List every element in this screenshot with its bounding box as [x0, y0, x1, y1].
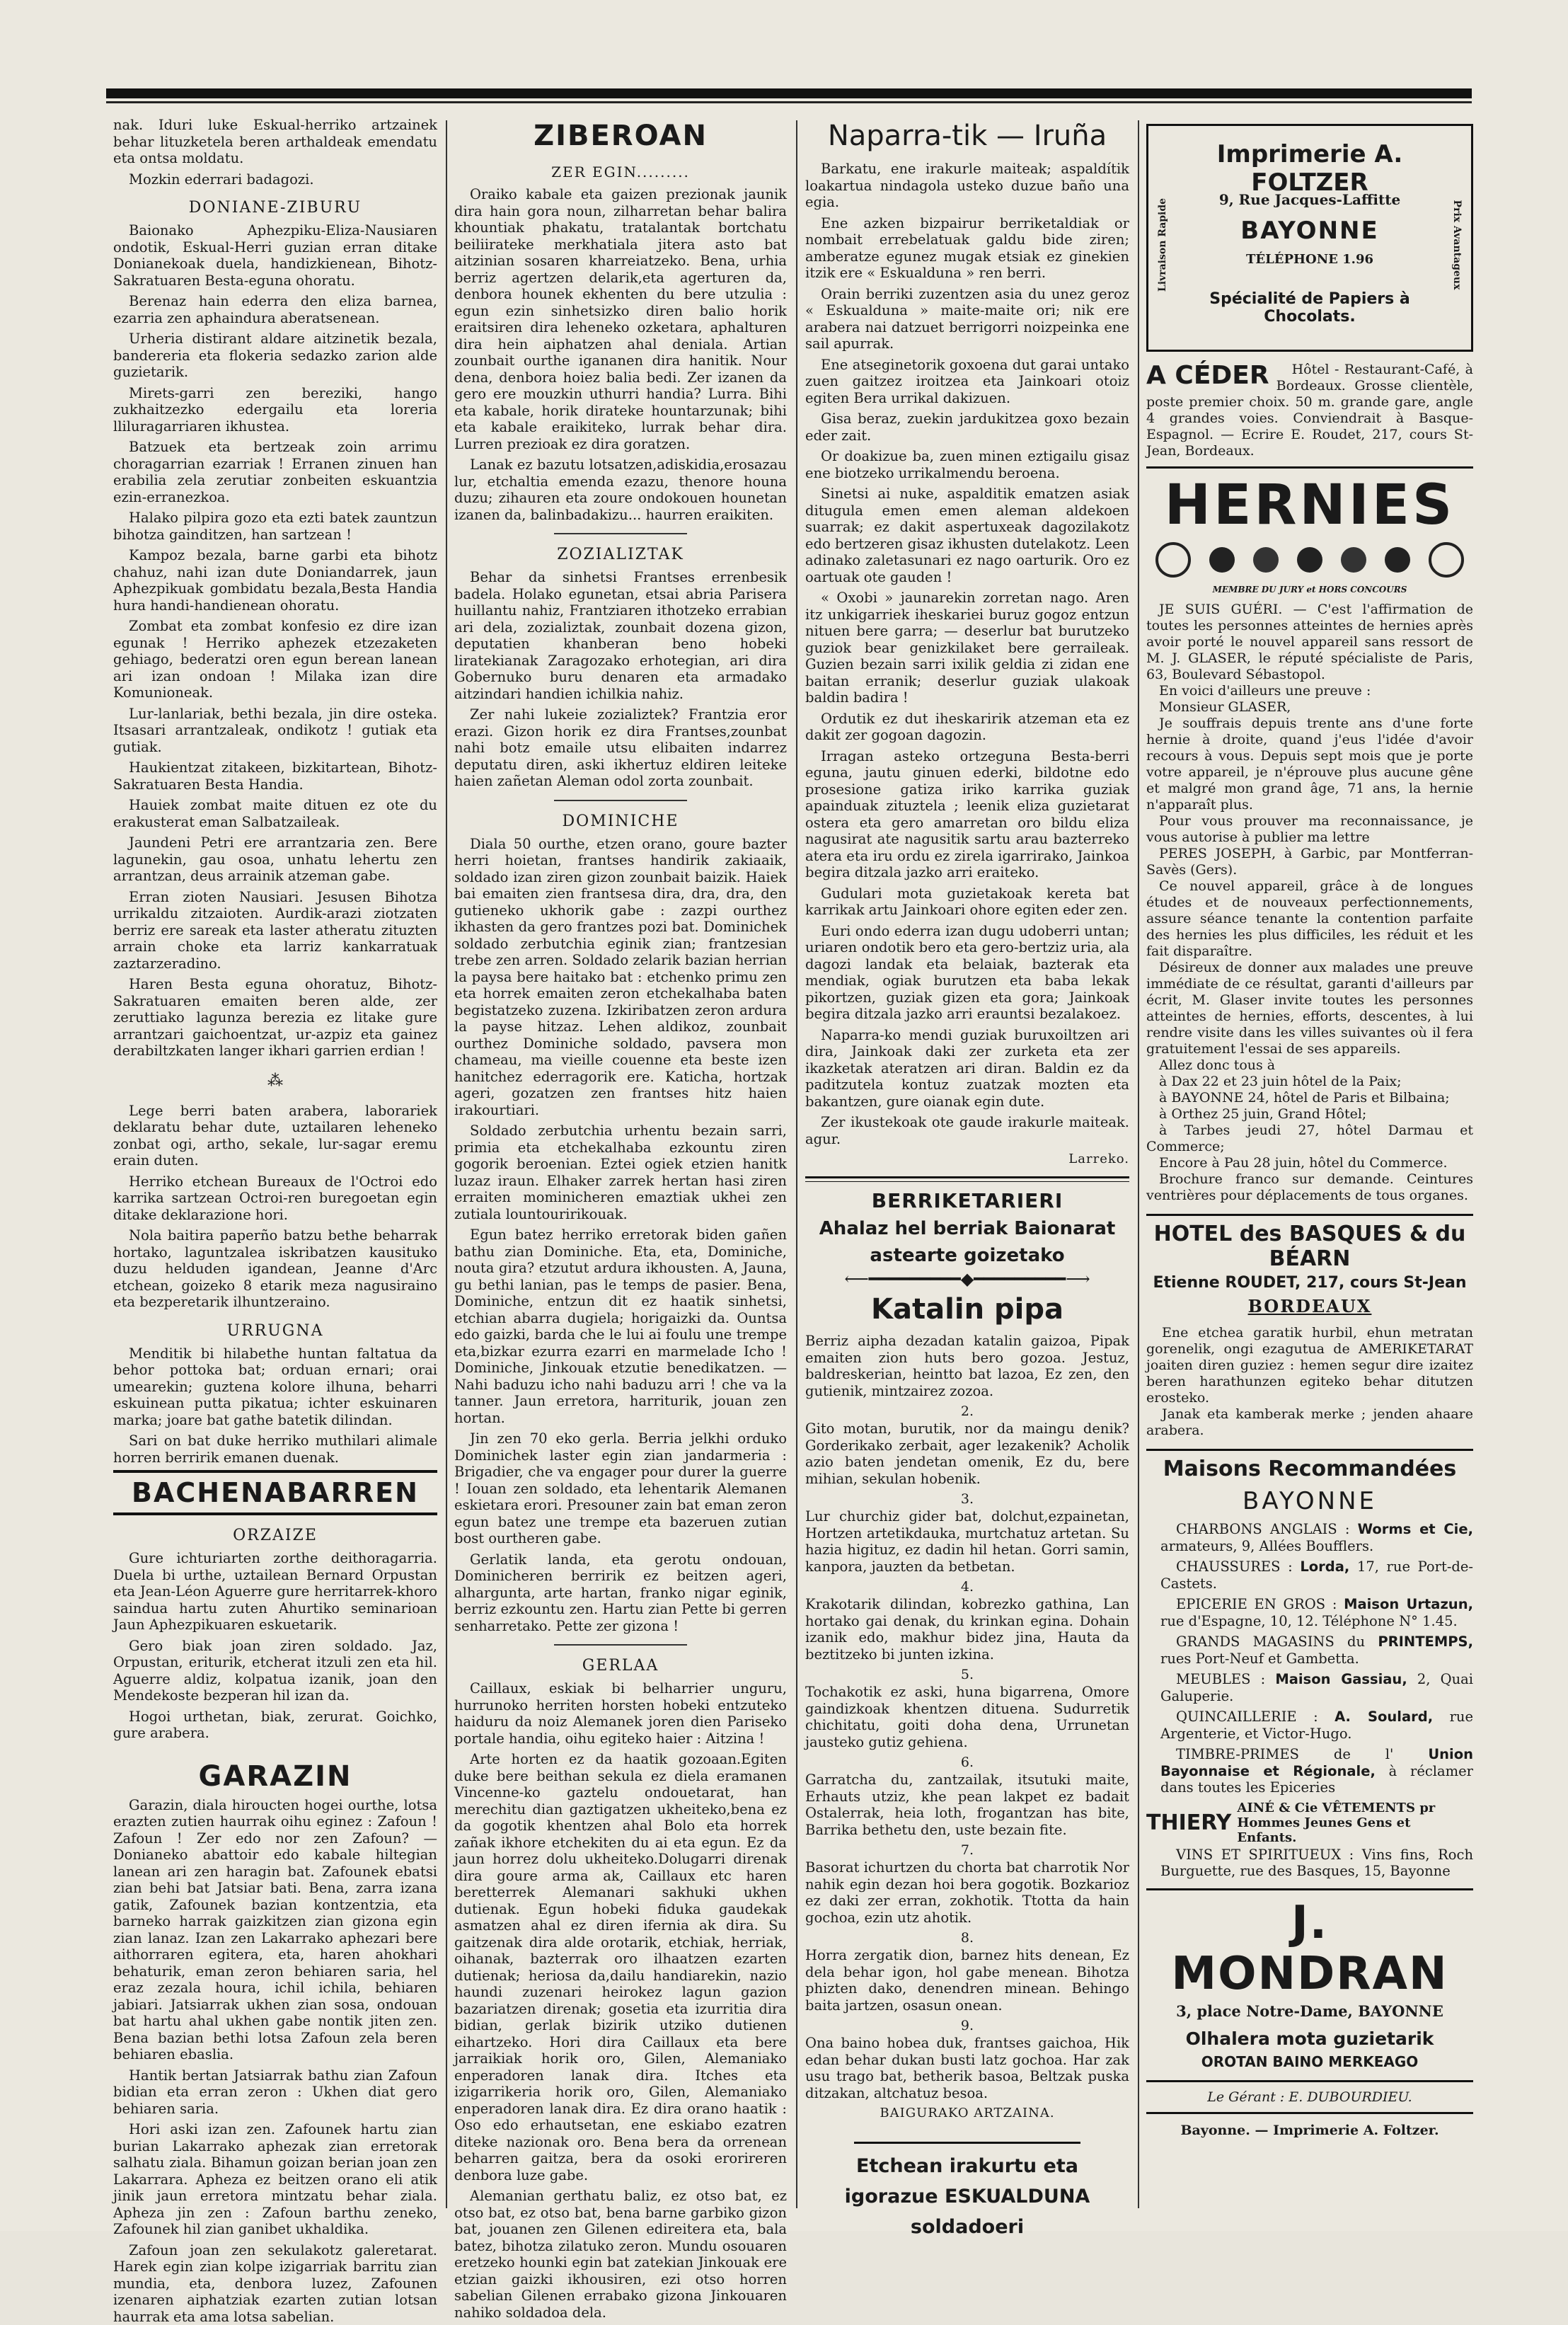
hotel-title: HOTEL des BASQUES & du BÉARN [1146, 1222, 1473, 1271]
paragraph: Sinetsi ai nuke, aspalditik ematzen asiak ditugula emen emen aleman aldekoen suarrak; ez dakit aspertuxeak dagozilakotz edo bertzeren gisaz ikhusten dutelakotz. Leen adinako zaletasunari ez nago oarturik. Oro ez oartuak ote gauden ! [805, 486, 1129, 585]
garazin-article [113, 1797, 437, 2325]
dominiche-article [454, 836, 787, 1635]
shop-category: TIMBRE-PRIMES de l' [1176, 1746, 1393, 1762]
shop-entry [1146, 1746, 1473, 1796]
verse-text: Basorat ichurtzen du chorta bat charrotik Nor nahik egin dezan hoi bera gogotik. Bozkarioz ez daki zer erran, zokhotik. Ttotta da hain gochoa, ezin utz ahotik. [805, 1859, 1129, 1926]
shop-detail: armateurs, 9, Allées Boufflers. [1160, 1538, 1373, 1554]
section-title-doniane: DONIANE-ZIBURU [113, 199, 437, 217]
column-2 [454, 117, 787, 2212]
paragraph: Arte horten ez da haatik gozoaan.Egiten duke bere beithan sekula ez diela eramanen Vincenne-ko gaztelu ondouetarat, han merechitu dian gaztigatzen ukheiteko,bena ez da gogotik khentzen ahal Bolo eta horrek zañak ikhore etchekiten du ai eta egun. Ez da jaun horrez dolu ukheiteko.Dolugarri direnak dira goure arma ak, Caillaux etc haren beretterrek Alemanari sakhuki ukhen dutienak. Egun hobeki fiduka gaudekak asmatzen ahal ez diren ifernia ak dira. Su gaitzenak dira alde orotarik, etchiak, herriak, oihanak, bazterrak oro ilhaatzen ezarten dutienak; heriosa da,dailu handiarekin, nazio haundi zuzenari heirokez lagun gazion bazariatzen direnak; gosetia eta izurritia dira bidian, gerlak bizirik utziko dutienen eihartzeko. Hori dira Caillaux eta bere jarraikiak horik oro, Gilen, Alemaniako enperadoren lanak dira. Itches eta izigarrikeria horik oro, Gilen, Alemaniako enperadoren lanak dira. Ez dira orano haatik : Oso edo erhautsetan, ene eskiabo ezatren diteke nazionak oro. Bena bera da orrenean beharren gaitza, bera da osoki erorireren denbora luze gabe. [454, 1751, 787, 2183]
paragraph: Lege berri baten arabera, laborariek deklaratu behar dute, uztailaren leheneko zonbat ogi, artho, sekale, lur-sagar eremu erain duten. [113, 1103, 437, 1169]
ad-mondran [1146, 1898, 1473, 2070]
section-title-katalin-pipa: Katalin pipa [805, 1293, 1129, 1326]
paragraph: Ene azken bizpairur berriketaldiak or nombait errebelatuak galdu bide ziren; amberatze egunez mugak etsiak ez ginekien itzik ere « Eskualduna » ren berri. [805, 215, 1129, 282]
section-title-zozializtak: ZOZIALIZTAK [454, 546, 787, 563]
divider [1146, 1449, 1473, 1451]
paragraph: PERES JOSEPH, à Garbic, par Montferran-Savès (Gers). [1146, 846, 1473, 878]
column-4-advertisements [1146, 117, 1473, 2212]
paragraph: Pour vous prouver ma reconnaissance, je vous autorise à publier ma lettre [1146, 813, 1473, 846]
paragraph: Ce nouvel appareil, grâce à de longues études et de nouveaux perfectionnements, assure séance tenante la contention parfaite des hernies les plus difficiles, les réduit et les fait disparaître. [1146, 878, 1473, 960]
ad-a-ceder [1146, 362, 1473, 459]
paragraph: Hori aski izan zen. Zafounek hartu zian burian Lakarrako aphezak zian erretorak salhatu ziala. Bihamun goizan berian joan zen Lakarrara. Apheza ez beitzen orano eli atik jinik jaun erretora mintzatu behar ziala. Apheza jin zen : Zafoun barthu zeneko, Zafounek hil zian ganibet ukhaldika. [113, 2121, 437, 2238]
paragraph: Jaundeni Petri ere arrantzaria zen. Bere lagunekin, gau osoa, unhatu lehertu zen arrantzan, deus arrainik atzeman gabe. [113, 834, 437, 885]
section-title-orzaize: ORZAIZE [113, 1527, 437, 1544]
divider [554, 533, 687, 534]
doniane-article [113, 222, 437, 1060]
verse-number: 7. [805, 1842, 1129, 1858]
poem-signature: BAIGURAKO ARTZAINA. [805, 2106, 1129, 2120]
foltzer-city: BAYONNE [1191, 217, 1429, 245]
foltzer-phone: TÉLÉPHONE 1.96 [1191, 252, 1429, 267]
paragraph: Soldado zerbutchia urhentu bezain sarri, primia eta etchekalhaba ezkountu ziren gogorik beroenian. Eztei ogiek etzien hanitk luzaz iraun. Elhaker zarrek hertan hasi ziren erraiten mominicheren emaztiak ukhei zen zutiala lountouririkouak. [454, 1123, 787, 1222]
shop-entry [1146, 1596, 1473, 1629]
paragraph: Egun batez herriko erretorak biden gañen bathu zian Dominiche. Eta, eta, Dominiche, nouta gira? etzutut ardura ikhousten. A, Jauna, gu bethi lanian, pas le temps de pasier. Bena, Dominiche, entzun dit ez haatik sinhetsi, etchian abarra dugiela; horigaizki da. Ountsa edo gaizki, barda che le lui ai foulu une trempe eta,bizkar ezurra ezarri en marmelade Icho ! Dominiche, Jinkouak etzutie benedikatzen. — Nahi baduzu icho nahi baduzu arri ! che va la tanner. Jaun erretora, harriturik, jouan zen hortan. [454, 1227, 787, 1426]
section-title-urrugna: URRUGNA [113, 1322, 437, 1340]
medal-icon [1297, 547, 1322, 573]
paragraph: Gero biak joan ziren soldado. Jaz, Orpustan, eriturik, etcherat itzuli zen eta hil. Aguerre aldiz, kolpatua izanik, joan den Mendekoste bezperan hil izan da. [113, 1638, 437, 1704]
paragraph: Ordutik ez dut iheskaririk atzeman eta ez dakit zer gogoan dagozin. [805, 711, 1129, 744]
paragraph: Je souffrais depuis trente ans d'une forte hernie à droite, quand j'eus l'idée d'avoir recours à vous. Depuis sept mois que je porte votre appareil, je n'éprouve plus aucune gêne et malgré mon grand âge, 71 ans, la hernie n'apparaît plus. [1146, 716, 1473, 813]
paragraph: Sari on bat duke herriko muthilari alimale horren berririk emanen duenak. [113, 1433, 437, 1466]
paragraph: Haren Besta eguna ohoratuz, Bihotz-Sakratuaren emaiten beren alde, zer zeruttiako lagunza berezia ez litake gure arrantzari gaichoentzat, ur-azpiz eta gainez derabiltzkaten langer ikhari garrien erdian ! [113, 976, 437, 1060]
paragraph: Zafoun joan zen sekulakotz galeretarat. Harek egin zian kolpe izigarriak barritu zian mundia, eta, denbora luzez, Zafounen izenaren aiphatziak ezarten zutian lotsan haurrak eta ama lotsa sabelian. [113, 2242, 437, 2325]
paragraph: Ene atseginetorik goxoena dut garai untako zuen gaitzez iroitzea eta Jainkoari otoiz egiten Bera urrikal dakizuen. [805, 357, 1129, 407]
paragraph: Encore à Pau 28 juin, hôtel du Commerce. [1146, 1155, 1473, 1171]
maisons-list [1146, 1521, 1473, 1796]
section-title-dominiche: DOMINICHE [454, 813, 787, 830]
berriketarieri-notice: BERRIKETARIERI Ahalaz hel berriak Baionarat astearte goizetako [805, 1189, 1129, 1266]
paragraph: Gisa beraz, zuekin jardukitzea goxo bezain eder zait. [805, 411, 1129, 444]
zer-egin-article [454, 186, 787, 523]
column-separator [796, 120, 797, 2208]
medals-row [1146, 535, 1473, 585]
paragraph: Hauiek zombat maite dituen ez ote du erakusterat eman Salbatzaileak. [113, 797, 437, 830]
paragraph: Urheria distirant aldare aitzinetik bezala, bandereria eta flokeria sedazko zarion alde guzietarik. [113, 331, 437, 381]
verse-text: Gito motan, burutik, nor da maingu denik? Gorderikako zerbait, ager lezakenik? Acholik azio baten jendetan omenik, Ez du, bere mihian, sekulan hobenik. [805, 1420, 1129, 1487]
medal-icon [1209, 547, 1235, 573]
paragraph: Hogoi urthetan, biak, zerurat. Goichko, gure arabera. [113, 1709, 437, 1742]
etchean-notice: Etchean irakurtu eta igorazue ESKUALDUNA soldadoeri [805, 2155, 1129, 2238]
imprint-line: Bayonne. — Imprimerie A. Foltzer. [1146, 2123, 1473, 2138]
section-banner-bachenabarren: BACHENABARREN [113, 1470, 437, 1515]
paragraph: Gudulari mota guzietakoak kereta bat karrikak artu Jainkoari ohore egiten eder zen. [805, 885, 1129, 919]
paragraph: Garazin, diala hiroucten hogei ourthe, lotsa erazten zutien haurrak oihu eginez : Zafoun ! Zafoun ! Zer edo nor zen Zafoun? — Donianeko abattoir edo kabale hiltegian lanean ari zen haragin bat. Zafounek ebatsi zian behi bat Jatsiar bati. Bena, zarra izana gatik, Zafounek bazian kontzentzia, eta barneko harrak gaizkitzen zian gizona egin zian lanaz. Izan zen Lakarrako aphezari bere aithorraren egitera, eta, haren ahokhari behaturik, eman zeron behiaren saria, hel eraz zezala houra, ichil ichila, behiaren jabiari. Jatsiarrak ukhen zian sosa, ondouan bat hartu ahal ukhen gabe nontik jiten zen. Bena bazian bethi lotsa Zafoun zela beren behiaren ebaslia. [113, 1797, 437, 2063]
shop-detail: à réclamer dans toutes les Epiceries [1160, 1763, 1473, 1796]
shop-detail: rue d'Espagne, 10, 12. Téléphone N° 1.45. [1160, 1613, 1458, 1629]
column-separator [1138, 120, 1139, 2208]
paragraph: Lur-lanlariak, bethi bezala, jin dire osteka. Itsasari arrantzaleak, ondikotz ! gutiak eta gutiak. [113, 706, 437, 756]
ceder-heading: A CÉDER [1146, 362, 1269, 390]
thiery-name: THIERY [1146, 1810, 1231, 1835]
mondran-line1: Olhalera mota guzietarik [1146, 2028, 1473, 2049]
asterism-divider: ⁂ [113, 1072, 437, 1090]
paragraph: Barkatu, ene irakurle maiteak; aspaldítik loakartua nindagola usteko duzue baño una egia. [805, 161, 1129, 211]
column-separator [446, 120, 447, 2208]
medal-icon [1385, 547, 1410, 573]
paragraph: Zer nahi lukeie zozializtek? Frantzia eror erazi. Gizon horik ez dira Frantses,zounbat nahi botz emaile utsu elibaiten indarrez deputatu diren, aski ikhertuz eldiren leiteke haien zañetan Aleman odol zorta zounbait. [454, 706, 787, 790]
lege-article [113, 1103, 437, 1311]
shop-entry [1146, 1709, 1473, 1742]
medals-caption: MEMBRE DU JURY et HORS CONCOURS [1146, 585, 1473, 595]
shop-entry [1146, 1558, 1473, 1592]
divider [1146, 2080, 1473, 2082]
mondran-line2: OROTAN BAINO MERKEAGO [1146, 2053, 1473, 2070]
katalin-pipa-poem [805, 1333, 1129, 2101]
paragraph: Mirets-garri zen bereziki, hango zukhaitzezko edergailu eta loreria lliluragarriaren ikhustea. [113, 385, 437, 435]
maisons-city: BAYONNE [1146, 1487, 1473, 1515]
gerant-line: Le Gérant : E. DUBOURDIEU. [1146, 2089, 1473, 2105]
section-title-naparra: Naparra-tik — Iruña [805, 120, 1129, 152]
paragraph: Batzuek eta bertzeak zoin arrimu choragarrian ezarriak ! Erranen zinuen han erabilia zela zerutiar zonbeiten eskuantzia ezin-erranezkoa. [113, 439, 437, 505]
shop-category: EPICERIE EN GROS : [1176, 1596, 1337, 1612]
paragraph: à Orthez 25 juin, Grand Hôtel; [1146, 1106, 1473, 1123]
paragraph: Haukientzat zitakeen, bizkitartean, Bihotz-Sakratuaren Besta Handia. [113, 759, 437, 793]
foltzer-address: 9, Rue Jacques-Laffitte [1191, 191, 1429, 208]
shop-category: CHAUSSURES : [1176, 1558, 1293, 1575]
paragraph: Brochure franco sur demande. Ceintures ventrières pour déplacements de tous organes. [1146, 1171, 1473, 1204]
shop-detail: rues Port-Neuf et Gambetta. [1160, 1651, 1359, 1667]
divider [1146, 1888, 1473, 1890]
paragraph: Nola baitira paperño batzu bethe beharrak hortako, laguntzalea iskribatzen kausituko duzu helduden igandean, Jeanne d'Arc etchean, goizeko 8 etarik meza nagusiraino eta bezperetarik ilhuntzeraino. [113, 1227, 437, 1311]
divider [1146, 2112, 1473, 2114]
paragraph: à Dax 22 et 23 juin hôtel de la Paix; [1146, 1074, 1473, 1090]
medal-icon [1155, 542, 1191, 578]
shop-name: Union Bayonnaise et Régionale, [1160, 1746, 1473, 1779]
medal-icon [1341, 547, 1366, 573]
verse-number: 4. [805, 1579, 1129, 1595]
vins-line: VINS ET SPIRITUEUX : Vins fins, Roch Burguette, rue des Basques, 15, Bayonne [1146, 1847, 1473, 1880]
shop-category: MEUBLES : [1176, 1671, 1265, 1687]
medal-icon [1253, 547, 1279, 573]
maisons-title: Maisons Recommandées [1146, 1457, 1473, 1481]
paragraph: Euri ondo ederra izan dugu udoberri untan; uriaren ondotik bero eta gero-bertziz uria, ala dagozi landak eta belaiak, bazterak eta mendiak, ogiak burutzen eta baba lekak pikortzen, guziak gizen eta gora; Jainkoak begira ditzala jazko arri erauntsi bezalakoez. [805, 923, 1129, 1023]
ad-maisons-recommandees [1146, 1457, 1473, 1880]
divider [805, 1176, 1129, 1182]
verse-text: Horra zergatik dion, barnez hits denean, Ez dela behar igon, hol gabe menean. Bihotza phizten dako, denendren minean. Behingo baita jartzen, osasun onean. [805, 1947, 1129, 2014]
divider [554, 1644, 687, 1646]
divider [1146, 1214, 1473, 1216]
shop-detail: 2, Quai Galuperie. [1160, 1671, 1473, 1704]
shop-detail: 17, rue Port-de-Castets. [1160, 1558, 1473, 1592]
verse-text: Ona baino hobea duk, frantses gaichoa, Hik edan behar dukan busti latz gochoa. Har zak usu trago bat, betherik basoa, Beltzak puska ditzakan, altchatuz besoa. [805, 2035, 1129, 2101]
verse-number: 9. [805, 2018, 1129, 2033]
paragraph: Désireux de donner aux malades une preuve immédiate de ce résultat, garanti d'ailleurs par écrit, M. Glaser invite toutes les personnes atteintes de hernies, efforts, descentes, à lui rendre visite dans les villes suivantes où il fera gratuitement l'essai de ses appareils. [1146, 960, 1473, 1057]
hotel-owner: Etienne ROUDET, 217, cours St-Jean [1146, 1274, 1473, 1292]
shop-name: A. Soulard, [1334, 1709, 1433, 1725]
paragraph: Caillaux, eskiak bi belharrier unguru, hurrunoko herriten horsten hobeki entzuteko haiduru da noiz Alemanek joren dien Pariseko portale handia, oihu egiteko haier : Aitzina ! [454, 1680, 787, 1747]
paragraph: Zombat eta zombat konfesio ez dire izan egunak ! Herriko aphezek etzezaketen gehiago, bederatzi oren egun berean lanean ari izan ondoan ! Milaka izan dire Komunioneak. [113, 618, 437, 701]
shop-entry [1146, 1634, 1473, 1667]
paragraph: Irragan asteko ortzeguna Besta-berri eguna, jautu ginuen ederki, bildotne edo prosesione gatiza iriko karrika guziak apainduak zituztela ; leenik eliza guzietarat ostera eta gero amarretan oro bildu eliza nagusirat ate nagusitik sartu arau bazterreko atera eta iru ordu ez zirela igarrirako, Jainkoa begira ditzala jazko arri eraiteko. [805, 748, 1129, 881]
verse-number: 5. [805, 1667, 1129, 1682]
top-rule [106, 88, 1472, 98]
foltzer-right-vertical: Prix Avantageux [1451, 195, 1463, 294]
shop-entry [1146, 1521, 1473, 1554]
paragraph: Oraiko kabale eta gaizen prezionak jaunik dira hain gora noun, zilharretan behar balira khountiak phakatu, tratalantak bortchatu beiliirateke merkhatiala jitera asto bat aitzinian sosaren kharreiatzeko. Bena, urhia berriz agertzen delarik,eta agerturen da, denbora hounek ekhenten du bere utzulia : egun ezin sinhetsizko diren balio horik eraitsiren dira leheneko ozketara, aphalturen dira hein aiphatzen ahal deniala. Artian zounbait ourthe igananen dira hanitik. Nour dena, denbora hoiez balia bedi. Zer izanen da gero ere mouzkin uthurri handia? Lurra. Bihi eta kabale, horik dirateke hountarzunak; bihi eta kabale eraikiteko, lurrak behar dira. Lurren prezioak ez dira goratzen. [454, 186, 787, 452]
section-banner-ziberoan: ZIBEROAN [454, 120, 787, 152]
paragraph: Berenaz hain ederra den eliza barnea, ezarria zen aphaindura aberatsenean. [113, 293, 437, 326]
shop-name: Worms et Cie, [1358, 1521, 1473, 1537]
shop-entry [1146, 1671, 1473, 1704]
verse-text: Garratcha du, zantzailak, itsutuki maite, Erhauts utziz, khe pean lakpet ez badait Ostalerrak, heia loth, frogantzan has bite, Barrika bethetu den, uste bezain fite. [805, 1772, 1129, 1838]
paragraph: Diala 50 ourthe, etzen orano, goure bazter herri hoietan, frantses handirik zakiaaik, soldado izan ziren gizon zounbait baizik. Haiek bai emaiten zien frantsesa dira, dra, dra, den gutieneko ukhorik gabe : zazpi ourthez ikhasten da gero frantzes pozi bat. Dominichek soldado zerbutchia eginik zian; frantzesian trebe zen arren. Soldado zelarik bazian herrian la paysa bere haitako bat : etchenko primu zen eta horrek emaiten zeron etchekalhaba baten begistatzeko zuzena. Izkiribatzen zeron ardura la payse hitzaz. Lehen aldikoz, zounbait ourthez Dominiche soldado, pavsera mon chameau, ma vieille couenne eta beste izen hanitchez ederragorik ere. Katicha, hortzak ageri, gozatzen zen frantses hitz haien irakourtiari. [454, 836, 787, 1119]
paragraph: Orain berriki zuzentzen asia du unez geroz « Eskualduna » maite-maite ori; nik ere arabera nai datzuet berrigorri noizpeinka ene sail apurrak. [805, 286, 1129, 352]
ad-hernies [1146, 476, 1473, 1204]
verse-number: 3. [805, 1491, 1129, 1507]
hernies-title: HERNIES [1146, 476, 1473, 535]
naparra-article [805, 161, 1129, 1147]
paragraph: à Tarbes jeudi 27, hôtel Darmau et Commerce; [1146, 1123, 1473, 1155]
paragraph: Gure ichturiarten zorthe deithoragarria. Duela bi urthe, uztailean Bernard Orpustan eta Jean-Léon Aguerre gure herritarrek-khoro saindua hartu zuten Ahurtiko seminarioan Jaun Aphezpikuaren eskuetarik. [113, 1550, 437, 1634]
verse-text: Lur churchiz gider bat, dolchut,ezpainetan, Hortzen artetikdauka, murtchatuz artetan. Su hazia higituz, ez dadin hil hetan. Gorri samin, kanpora, jauzten da betbetan. [805, 1508, 1129, 1575]
verse-text: Berriz aipha dezadan katalin gaizoa, Pipak emaiten zion huts bero gozoa. Jestuz, baldreskerian, heintto bat lazoa, Ez zen, den gutienik, mintzairez zozoa. [805, 1333, 1129, 1399]
verse-number: 8. [805, 1930, 1129, 1946]
hernies-text [1146, 602, 1473, 1204]
shop-category: GRANDS MAGASINS du [1176, 1634, 1365, 1650]
paragraph: Naparra-ko mendi guziak buruxoiltzen ari dira, Jainkoak daki zer zurketa eta zer ikazketak ateratzen ari diran. Baldin ez da paditzutela kontuz zuatzak mozten eta bakantzen, gure oianak egin dute. [805, 1027, 1129, 1110]
verse-text: Tochakotik ez aski, huna bigarrena, Omore gaindizkoak khentzen dituena. Sudurretik chichitatu, goiti doha dena, Urrunetan jausteko gutiz gehiena. [805, 1684, 1129, 1750]
paragraph: Hantik bertan Jatsiarrak bathu zian Zafoun bidian eta erran zeron : Ukhen diat gero behiaren saria. [113, 2067, 437, 2118]
paragraph: Monsieur GLASER, [1146, 699, 1473, 716]
paragraph: Jin zen 70 eko gerla. Berria jelkhi orduko Dominichek laster egin zian jandarmeria : Brigadier, che va engager pour durer la guerre ! Iouan zen soldado, eta lehentarik Alemanen eskietara erori. Presouner zain bat eman zeron egun batez une trempe eta bazeruen zutian bost ourtheren gabe. [454, 1430, 787, 1547]
mondran-name: J. MONDRAN [1146, 1898, 1473, 1999]
shop-detail: rue Argenterie, et Victor-Hugo. [1160, 1709, 1473, 1742]
verse-number: 2. [805, 1403, 1129, 1419]
paragraph: Or doakizue ba, zuen minen eztigailu gisaz ene biotzeko urrikalmendu beroena. [805, 448, 1129, 481]
column-3 [805, 117, 1129, 2212]
medal-icon [1429, 542, 1464, 578]
thiery-line [1146, 1801, 1473, 1845]
intro-text: nak. Iduri luke Eskual-herriko artzainek behar lituzketela beren arthaldeak emendatu eta ontsa moldatu. Mozkin ederrari badagozi. [113, 117, 437, 188]
shop-category: CHARBONS ANGLAIS : [1176, 1521, 1349, 1537]
paragraph: Gerlatik landa, eta gerotu ondouan, Dominicheren berririk ez beitzen ageri, alhargunta, arte hartan, franko nigar eginik, berriz ezkountu zen. Hartu zian Pette bi gerren senharretako. Pette zer gizona ! [454, 1551, 787, 1635]
section-title-zer-egin: ZER EGIN......... [454, 163, 787, 180]
mondran-address: 3, place Notre-Dame, BAYONNE [1146, 2002, 1473, 2020]
divider [854, 2142, 1081, 2144]
zozializtak-article [454, 569, 787, 790]
ad-imprimerie-foltzer [1146, 124, 1473, 352]
paragraph: Lanak ez bazutu lotsatzen,adiskidia,erosazau lur, etchaltia emenda ezazu, thenore houna duzu; zihauren eta zoure ondokouen hounetan izanen da, balinbadakizu... haurren eraikiten. [454, 457, 787, 523]
shop-category: QUINCAILLERIE : [1176, 1709, 1318, 1725]
verse-text: Krakotarik dilindan, kobrezko gathina, Lan hortako gai denak, du krinkan egina. Dohain izanik edo, makhur bidez jina, Hauta da beztitzeko bi junten izkina. [805, 1596, 1129, 1663]
section-banner-garazin: GARAZIN [113, 1760, 437, 1793]
paragraph: Baionako Aphezpiku-Eliza-Nausiaren ondotik, Eskual-Herri guzian erran ditake Donianekoak duela, handizkienean, Bihotz-Sakratuaren Besta-eguna ohoratu. [113, 222, 437, 289]
paragraph: Menditik bi hilabethe huntan faltatua da behor pottoka bat; orduan ernari; orai umearekin; guztena kolore ilhuna, beharri eskuinean putta pikatua; ichter eskuinaren marka; joare bat gathe batetik dilindan. [113, 1345, 437, 1429]
paragraph: Herriko etchean Bureaux de l'Octroi edo karrika sartzean Octroi-ren buregoetan egin ditake deklarazione hori. [113, 1173, 437, 1224]
shop-name: Maison Urtazun, [1344, 1596, 1473, 1612]
column-1 [113, 117, 437, 2212]
shop-name: Lorda, [1300, 1558, 1349, 1575]
paragraph: Erran zioten Nausiari. Jesusen Bihotza urrikaldu zitzaioten. Aurdik-arazi ziotzaten berriz ere sareak eta laster atheratu zituzten arrain choke eta larriz kankarratuak zaztarzeradino. [113, 889, 437, 972]
paragraph: Behar da sinhetsi Frantses errenbesik badela. Holako egunetan, etsai abria Parisera huillantu nahiz, Frantziaren ithotzeko errabian ari dela, zozializtak, zounbait dozena gizon, deputatien khanberan beno hobeki liratekianak Zaragozako erhotegian, ari dira Gobernuko buru denaren eta armadako aitzindari handien ichilkia nahiz. [454, 569, 787, 702]
paragraph: En voici d'ailleurs une preuve : [1146, 683, 1473, 699]
urrugna-article [113, 1345, 437, 1466]
section-title-gerlaa: GERLAA [454, 1657, 787, 1675]
shop-name: Maison Gassiau, [1275, 1671, 1407, 1687]
foltzer-left-vertical: Livraison Rapide [1157, 195, 1168, 294]
paragraph: « Oxobi » jaunarekin zorretan nago. Aren itz unkigarriek iheskariei buruz gogoz entzun nituen bere garra; — deserlur bat burutzeko guziok bear genizkilaket bere gerraileak. Guzien bezain sarri ixilik geldia zi zidan ene baitan erranik; deserlur guziak ulakoak baldin badira ! [805, 590, 1129, 706]
orzaize-article [113, 1550, 437, 1742]
paragraph: Kampoz bezala, barne garbi eta bihotz chahuz, nahi izan dute Doniandarrek, jaun Aphezpikuak gombidatu bezala,Besta Handia hura handi-handienean ohoratu. [113, 547, 437, 614]
gerlaa-article [454, 1680, 787, 2321]
foltzer-specialty: Spécialité de Papiers à Chocolats. [1163, 290, 1457, 326]
ceder-text: Hôtel - Restaurant-Café, à Bordeaux. Grosse clientèle, poste premier choix. 50 m. grande gare, angle 4 grandes voies. Conviendrait à Basque-Espagnol. — Ecrire E. Roudet, 217, cours St-Jean, Bordeaux. [1146, 362, 1473, 459]
paragraph: Allez donc tous à [1146, 1057, 1473, 1074]
hotel-body: Ene etchea garatik hurbil, ehun metratan gorenelik, ongi ezagutua de AMERIKETARAT joaiten diren guziez : hemen segur dire izaitez beren harathunzen egiteko behar ditutzen erosteko. [1146, 1325, 1473, 1406]
thiery-rest: AINÉ & Cie VÊTEMENTS pr Hommes Jeunes Gens et Enfants. [1237, 1801, 1473, 1845]
shop-name: PRINTEMPS, [1378, 1634, 1473, 1650]
ad-hotel-basques [1146, 1222, 1473, 1439]
top-rule-thin [106, 101, 1472, 103]
hotel-end: Janak eta kamberak merke ; jenden ahaare arabera. [1146, 1406, 1473, 1439]
paragraph: Zer ikustekoak ote gaude irakurle maiteak. agur. [805, 1114, 1129, 1147]
paragraph: à BAYONNE 24, hôtel de Paris et Bilbaina; [1146, 1090, 1473, 1106]
hotel-city: BORDEAUX [1146, 1296, 1473, 1316]
foltzer-title: Imprimerie A. FOLTZER [1163, 140, 1457, 197]
flourish-divider: ⟵━━━━━━━━━◆━━━━━━━━━⟶ [805, 1269, 1129, 1289]
divider [1146, 466, 1473, 469]
paragraph: Alemanian gerthatu baliz, ez otso bat, ez otso bat, ez otso bat, bena barne garbiko gizon bat, jouanen zen Gilenen edireitera eta, bala batez, bihotza zilatuko zeron. Mundu osouaren eretzeko hounki egin bat zatekian Jinkouak ere etzian gaizki ikhousiren, ezi otso horren sabelian Gilenen errabako gizona Jinkouaren nahiko soldadoa dela. [454, 2188, 787, 2321]
divider [554, 800, 687, 801]
paragraph: JE SUIS GUÉRI. — C'est l'affirmation de toutes les personnes atteintes de hernies après avoir porté le nouvel appareil sans ressort de M. J. GLASER, le réputé spécialiste de Paris, 63, Boulevard Sébastopol. [1146, 602, 1473, 683]
paragraph: Halako pilpira gozo eta ezti batek zauntzun bihotza gainditzen, han sartzean ! [113, 510, 437, 543]
verse-number: 6. [805, 1755, 1129, 1770]
article-signature: Larreko. [805, 1152, 1129, 1166]
